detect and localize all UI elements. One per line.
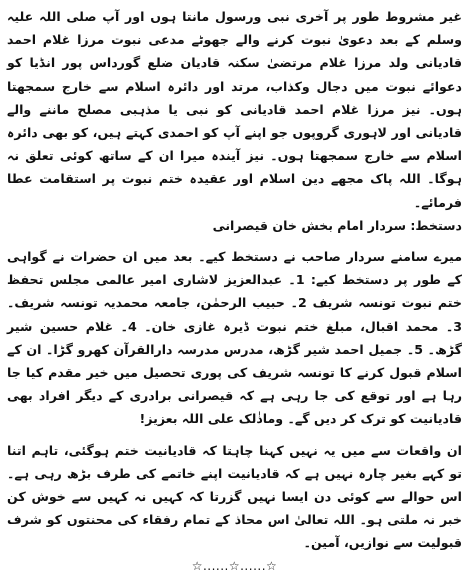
signature-line: دستخط: سردار امام بخش خان قیصرانی <box>212 217 462 233</box>
paragraph-declaration: غیر مشروط طور پر آخری نبی ورسول مانتا ہوں اور آپ صلی اللہ علیہ وسلم کے بعد دعویٰ نبوت کرنے والے جھوٹے مدعی نبوت مرزا غلام احمد قادیانی ولد مرزا غلام مرتضیٰ سکنہ قادیان ضلع گورداس پور انڈیا کو دعوائے نبوت میں دجال وکذاب، مرتد اور دائرہ اسلام سے خارج سمجھتا ہوں۔ نیز مرزا غلام احمد قادیانی کو نبی یا مذہبی مصلح ماننے والے قادیانی اور لاہوری گروپوں جو اپنے آپ کو احمدی کہتے ہیں، کو بھی دائرہ اسلام سے خارج سمجھتا ہوں۔ نیز آیندہ میرا ان کے ساتھ کوئی تعلق نہ ہوگا۔ اللہ پاک مجھے دین اسلام اور عقیدہ ختم نبوت پر استقامت عطا فرمائے۔ <box>7 9 462 210</box>
paragraph-conclusion: ان واقعات سے میں یہ نہیں کہنا چاہتا کہ قادیانیت ختم ہوگئی، تاہم اتنا تو کہے بغیر چارہ نہیں ہے کہ قادیانیت اپنے خاتمے کی طرف بڑھ رہی ہے۔ اس حوالے سے کوئی دن ایسا نہیں گزرتا کہ کہیں نہ کہیں سے خوش کن خبر نہ ملتی ہو۔ اللہ تعالیٰ اس محاذ کے تمام رفقاء کی محنتوں کو شرف قبولیت سے نوازیں، آمین۔ <box>7 442 462 551</box>
paragraph-gap <box>7 237 462 245</box>
paragraph-witnesses: میرے سامنے سردار صاحب نے دستخط کیے۔ بعد میں ان حضرات نے گواہی کے طور پر دستخط کیے: 1۔ عبدالعزیز لاشاری امیر عالمی مجلس تحفظ ختم نبوت تونسہ شریف 2۔ حبیب الرحمٰن، جامعہ محمدیہ تونسہ شریف۔ 3۔ محمد اقبال، مبلغ ختم نبوت ڈیرہ غازی خان۔ 4۔ غلام حسین شیر گڑھ۔ 5۔ جمیل احمد شیر گڑھ، مدرس مدرسہ دارالقرآن کھرو گڑا۔ ان کے اسلام قبول کرنے کا تونسہ شریف کی پوری تحصیل میں خیر مقدم کیا جا رہا ہے اور توقع کی جا رہی ہے کہ قیصرانی برادری کے دیگر افراد بھی قادیانیت کو ترک کر دیں گے۔ وماذٰلک علی اللہ بعزیز! <box>7 249 462 427</box>
paragraph-gap <box>7 431 462 439</box>
star-separator: ☆......☆......☆ <box>191 558 278 573</box>
